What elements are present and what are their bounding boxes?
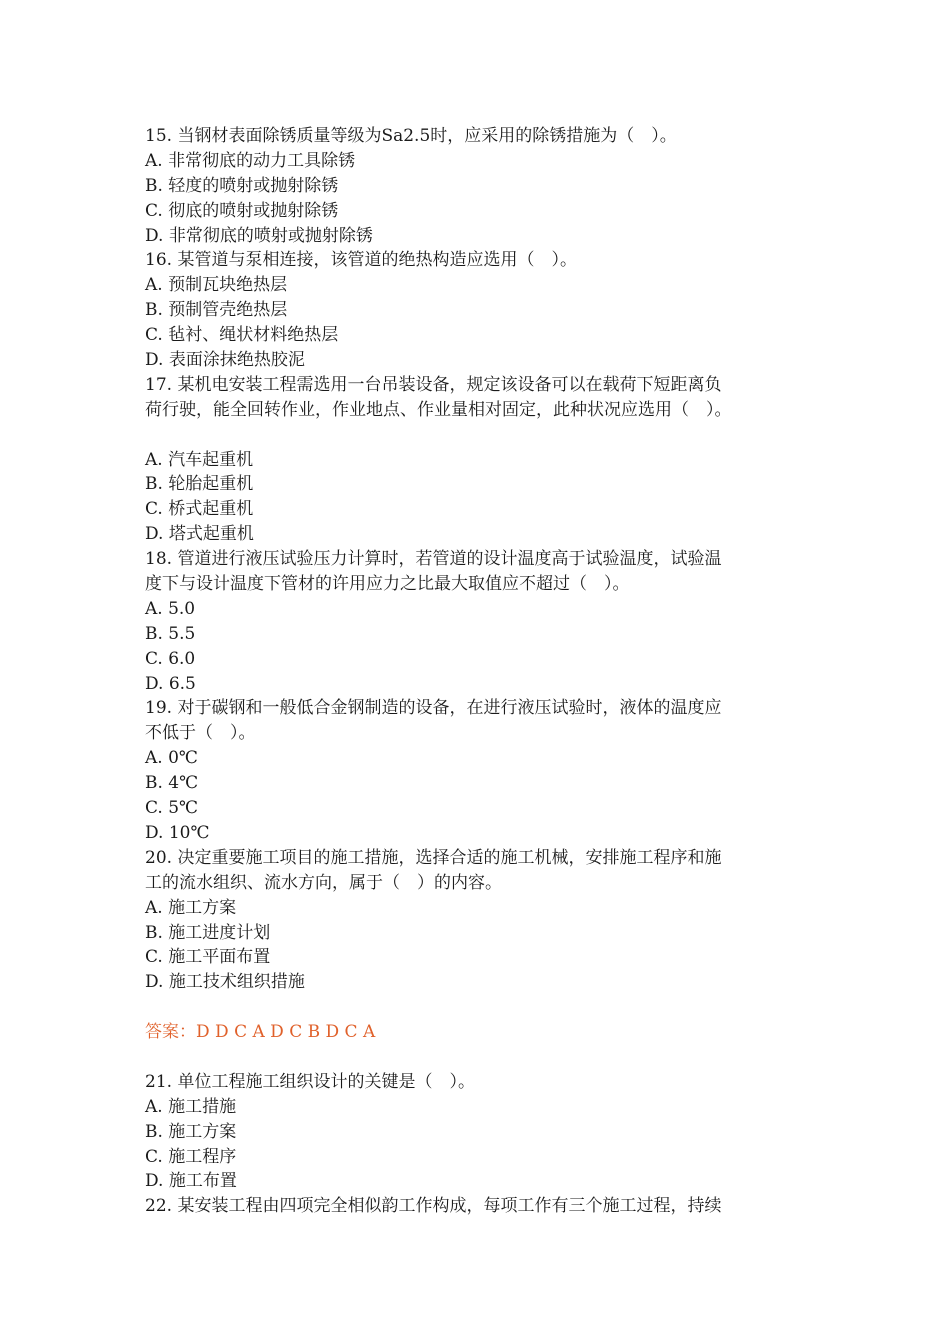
question-16-option-b: B. 预制管壳绝热层 [145, 300, 288, 321]
question-15-option-b: B. 轻度的喷射或抛射除锈 [145, 175, 339, 196]
question-17-option-d: D. 塔式起重机 [145, 524, 254, 545]
question-20-option-b: B. 施工进度计划 [145, 922, 271, 943]
question-21-option-b: B. 施工方案 [145, 1121, 237, 1142]
question-16-option-c: C. 毡衬、绳状材料绝热层 [145, 325, 339, 346]
question-17-option-b: B. 轮胎起重机 [145, 474, 254, 495]
question-17-stem-line1: 17. 某机电安装工程需选用一台吊装设备，规定该设备可以在载荷下短距离负 [145, 374, 722, 395]
question-15-option-d: D. 非常彻底的喷射或抛射除锈 [145, 225, 373, 246]
question-20-option-c: C. 施工平面布置 [145, 947, 271, 968]
question-15-stem: 15. 当钢材表面除锈质量等级为Sa2.5时，应采用的除锈措施为（ ）。 [145, 126, 677, 146]
question-17-option-a: A. 汽车起重机 [145, 449, 254, 470]
question-20-stem-line1: 20. 决定重要施工项目的施工措施，选择合适的施工机械，安排施工程序和施 [145, 847, 722, 868]
question-21-option-d: D. 施工布置 [145, 1171, 237, 1192]
question-18-stem-line2: 度下与设计温度下管材的许用应力之比最大取值应不超过（ ）。 [145, 574, 630, 595]
question-17-option-c: C. 桥式起重机 [145, 499, 254, 520]
answer-key: 答案：D D C A D C B D C A [145, 1022, 376, 1043]
question-19-option-d: D. 10℃ [145, 822, 210, 843]
question-21-option-a: A. 施工措施 [145, 1096, 237, 1117]
document-page [145, 124, 815, 1219]
question-20-option-a: A. 施工方案 [145, 897, 237, 918]
question-16-stem: 16. 某管道与泵相连接，该管道的绝热构造应选用（ ）。 [145, 250, 577, 271]
question-19-option-c: C. 5℃ [145, 798, 199, 819]
question-19-stem-line2: 不低于（ ）。 [145, 723, 256, 744]
blank-line [145, 995, 815, 1020]
question-18-stem-line1: 18. 管道进行液压试验压力计算时，若管道的设计温度高于试验温度，试验温 [145, 549, 722, 570]
question-22-stem-line1: 22. 某安装工程由四项完全相似韵工作构成，每项工作有三个施工过程，持续 [145, 1196, 722, 1217]
question-19-option-a: A. 0℃ [145, 748, 198, 769]
question-18-option-b: B. 5.5 [145, 623, 196, 644]
question-17-stem-line2: 荷行驶，能全回转作业，作业地点、作业量相对固定，此种状况应选用（ ）。 [145, 399, 732, 420]
blank-line [145, 423, 815, 448]
question-16-option-d: D. 表面涂抹绝热胶泥 [145, 350, 305, 371]
question-18-option-c: C. 6.0 [145, 648, 196, 669]
question-15-option-a: A. 非常彻底的动力工具除锈 [145, 150, 356, 171]
question-19-stem-line1: 19. 对于碳钢和一般低合金钢制造的设备，在进行液压试验时，液体的温度应 [145, 698, 722, 719]
question-15-option-c: C. 彻底的喷射或抛射除锈 [145, 200, 339, 221]
question-20-stem-line2: 工的流水组织、流水方向，属于（ ）的内容。 [145, 872, 502, 893]
blank-line [145, 1045, 815, 1070]
question-18-option-d: D. 6.5 [145, 673, 196, 694]
question-16-option-a: A. 预制瓦块绝热层 [145, 275, 288, 296]
question-21-stem: 21. 单位工程施工组织设计的关键是（ ）。 [145, 1071, 475, 1092]
question-20-option-d: D. 施工技术组织措施 [145, 972, 305, 993]
question-18-option-a: A. 5.0 [145, 598, 196, 619]
question-19-option-b: B. 4℃ [145, 773, 199, 794]
question-21-option-c: C. 施工程序 [145, 1146, 237, 1167]
